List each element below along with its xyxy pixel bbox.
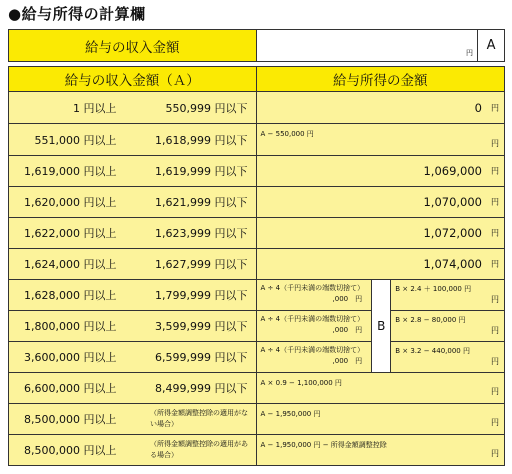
range-from: 1,619,000 円以上 <box>24 165 117 178</box>
formula-a: A ÷ 4（千円未満の端数切捨て） ,000 円 <box>260 284 365 303</box>
amount-cell <box>256 92 504 124</box>
range-from: 1,800,000 円以上 <box>24 320 117 333</box>
range-to: 1,618,999 円以下 <box>155 133 248 147</box>
formula-b-cell[interactable] <box>391 342 505 373</box>
range-cell <box>9 124 257 156</box>
range-to: 550,999 円以下 <box>165 101 248 115</box>
amount-cell[interactable] <box>256 404 504 435</box>
amount-unit: 円 <box>491 103 499 112</box>
amount-value: 1,074,000 <box>423 257 482 271</box>
amount-unit: 円 <box>491 295 499 304</box>
table-row <box>9 342 505 373</box>
table-row <box>9 187 505 218</box>
b-letter-cell: B <box>372 280 391 373</box>
amount-formula: A − 550,000 円 <box>260 130 314 138</box>
range-cell <box>9 280 257 311</box>
formula-a-cell[interactable] <box>256 280 372 311</box>
range-to: 1,621,999 円以下 <box>155 196 248 209</box>
amount-unit: 円 <box>491 166 499 176</box>
amount-formula: A − 1,950,000 円 − 所得金額調整控除 <box>260 441 387 449</box>
amount-cell[interactable] <box>256 124 504 156</box>
amount-formula: A × 0.9 − 1,100,000 円 <box>260 379 342 387</box>
header-salary-income: 給与所得の金額 <box>256 67 504 92</box>
range-cell <box>9 249 257 280</box>
formula-a: A ÷ 4（千円未満の端数切捨て） ,000 円 <box>260 315 365 334</box>
range-cell <box>9 187 257 218</box>
range-from: 1,620,000 円以上 <box>24 196 117 209</box>
amount-cell <box>256 187 504 218</box>
range-cell <box>9 92 257 124</box>
table-row <box>9 124 505 156</box>
income-unit: 円 <box>466 49 474 57</box>
formula-b-cell[interactable] <box>391 280 505 311</box>
range-to: 8,499,999 円以下 <box>155 382 248 395</box>
amount-unit: 円 <box>491 228 499 238</box>
table-row <box>9 435 505 466</box>
table-row <box>9 218 505 249</box>
range-from: 6,600,000 円以上 <box>24 382 117 395</box>
table-row <box>9 92 505 124</box>
table-row <box>9 249 505 280</box>
range-cell <box>9 404 257 435</box>
formula-a-cell[interactable] <box>256 342 372 373</box>
range-from: 8,500,000 円以上 <box>24 413 117 426</box>
amount-unit: 円 <box>491 387 499 396</box>
amount-formula: A − 1,950,000 円 <box>260 410 321 418</box>
range-to: 1,619,999 円以下 <box>155 165 248 178</box>
header-income-range: 給与の収入金額（Ａ） <box>9 67 257 92</box>
amount-cell <box>256 156 504 187</box>
table-row <box>9 373 505 404</box>
amount-unit: 円 <box>491 326 499 335</box>
formula-a: A ÷ 4（千円未満の端数切捨て） ,000 円 <box>260 346 365 365</box>
amount-unit: 円 <box>491 197 499 207</box>
range-to: 1,799,999 円以下 <box>155 289 248 302</box>
range-from: 551,000 円以上 <box>34 133 117 147</box>
formula-a-cell[interactable] <box>256 311 372 342</box>
range-to: 1,623,999 円以下 <box>155 227 248 240</box>
formula-b: B × 2.8 − 80,000 円 <box>395 316 466 324</box>
range-cell <box>9 435 257 466</box>
range-cell <box>9 218 257 249</box>
salary-income-table <box>8 66 505 466</box>
table-row <box>9 280 505 311</box>
range-from: 1,628,000 円以上 <box>24 289 117 302</box>
range-from: 8,500,000 円以上 <box>24 444 117 457</box>
amount-value: 1,070,000 <box>423 195 482 209</box>
amount-value: 1,069,000 <box>423 164 482 178</box>
range-from: 1,622,000 円以上 <box>24 227 117 240</box>
table-row <box>9 404 505 435</box>
range-to: 1,627,999 円以下 <box>155 258 248 271</box>
range-cell <box>9 373 257 404</box>
formula-b-cell[interactable] <box>391 311 505 342</box>
range-from: 1 円以上 <box>73 101 117 115</box>
amount-value: 0 <box>474 100 482 115</box>
amount-cell <box>256 249 504 280</box>
table-row <box>9 156 505 187</box>
amount-unit: 円 <box>491 449 499 458</box>
income-amount-box <box>8 29 505 62</box>
amount-unit: 円 <box>491 357 499 366</box>
income-label: 給与の収入金額 <box>9 30 257 62</box>
section-heading: ●給与所得の計算欄 <box>8 5 146 23</box>
amount-unit: 円 <box>491 139 499 148</box>
income-letter-a: A <box>478 30 505 62</box>
range-note: （所得金額調整控除の適用がない場合） <box>150 409 248 428</box>
amount-cell <box>256 218 504 249</box>
formula-b: B × 2.4 ＋ 100,000 円 <box>395 285 472 293</box>
amount-unit: 円 <box>491 259 499 269</box>
range-note: （所得金額調整控除の適用がある場合） <box>150 440 248 459</box>
table-row <box>9 311 505 342</box>
range-from: 1,624,000 円以上 <box>24 258 117 271</box>
amount-unit: 円 <box>491 418 499 427</box>
formula-b: B × 3.2 − 440,000 円 <box>395 347 470 355</box>
amount-cell[interactable] <box>256 435 504 466</box>
income-input[interactable] <box>256 30 478 62</box>
range-to: 3,599,999 円以下 <box>155 320 248 333</box>
amount-cell[interactable] <box>256 373 504 404</box>
amount-value: 1,072,000 <box>423 226 482 240</box>
range-from: 3,600,000 円以上 <box>24 351 117 364</box>
range-cell <box>9 342 257 373</box>
range-to: 6,599,999 円以下 <box>155 351 248 364</box>
range-cell <box>9 311 257 342</box>
range-cell <box>9 156 257 187</box>
